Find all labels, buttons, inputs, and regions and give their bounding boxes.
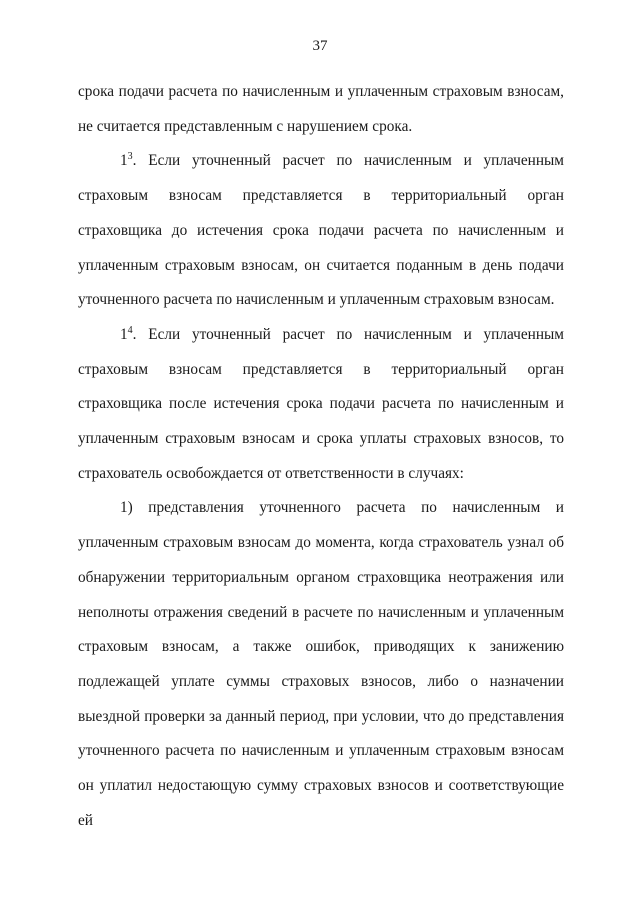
paragraph-item-1: [78, 491, 564, 838]
paragraph-number: 1: [120, 152, 128, 170]
paragraph-1-4: [78, 318, 564, 492]
paragraph-text: срока подачи расчета по начисленным и уплаченным страховым взносам, не считается представленным с нарушением срока.: [78, 83, 564, 135]
paragraph-continuation: [78, 75, 564, 144]
paragraph-text: . Если уточненный расчет по начисленным и уплаченным страховым взносам представляется в территориальный орган страховщика после истечения срока подачи расчета по начисленным и уплаченным страховым взносам и срока уплаты страховых взносов, то страхователь освобождается от ответственности в случаях:: [78, 325, 564, 482]
page-number: 37: [312, 38, 328, 54]
paragraph-number-superscript: 4: [127, 324, 133, 336]
paragraph-1-3: [78, 144, 564, 318]
paragraph-text: . Если уточненный расчет по начисленным и уплаченным страховым взносам представляется в территориальный орган страховщика до истечения срока подачи расчета по начисленным и уплаченным страховым взносам, он считается поданным в день подачи уточненного расчета по начисленным и уплаченным страховым взносам.: [78, 152, 564, 309]
document-body: [78, 75, 564, 838]
paragraph-text: 1) представления уточненного расчета по начисленным и уплаченным страховым взносам до момента, когда страхователь узнал об обнаружении территориальным органом страховщика неотражения или неполноты отражения сведений в расчете по начисленным и уплаченным страховым взносам, а также ошибок, приводящих к занижению подлежащей уплате суммы страховых взносов, либо о назначении выездной проверки за данный период, при условии, что до представления уточненного расчета по начисленным и уплаченным страховым взносам он уплатил недостающую сумму страховых взносов и соответствующие ей: [78, 499, 564, 829]
paragraph-number-superscript: 3: [127, 151, 133, 163]
paragraph-number: 1: [120, 325, 128, 343]
